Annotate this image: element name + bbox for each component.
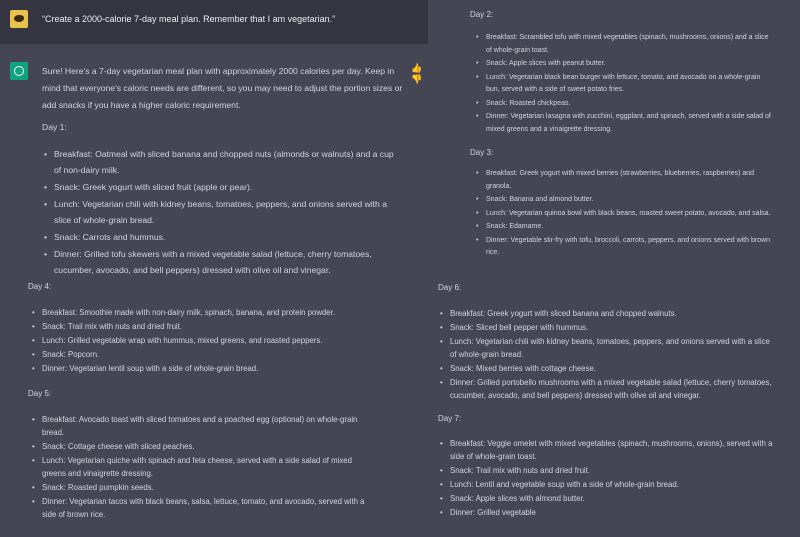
day7-list bbox=[438, 437, 778, 520]
right-panel-bottom bbox=[428, 270, 800, 537]
list-item: • Lunch: Lentil and vegetable soup with a side of whole-grain bread. bbox=[438, 478, 778, 491]
list-item: • Snack: Trail mix with nuts and dried fruit. bbox=[438, 464, 778, 477]
list-item: • Snack: Apple slices with peanut butter. bbox=[474, 58, 774, 71]
list-item: • Snack: Apple slices with almond butter. bbox=[438, 492, 778, 505]
list-item: • Snack: Banana and almond butter. bbox=[474, 194, 774, 207]
list-item: • Dinner: Vegetarian lasagna with zucchini, eggplant, and spinach, served with a side salad of mixed greens and a vinaigrette dressing. bbox=[474, 111, 774, 136]
list-item: • Lunch: Vegetarian black bean burger with lettuce, tomato, and avocado on a whole-grain bun, served with a side of sweet potato fries. bbox=[474, 72, 774, 97]
list-item: • Lunch: Vegetarian quinoa bowl with black beans, roasted sweet potato, avocado, and salsa. bbox=[474, 208, 774, 221]
list-item: • Snack: Mixed berries with cottage cheese. bbox=[438, 362, 778, 375]
list-item: • Breakfast: Oatmeal with sliced banana and chopped nuts (almonds or walnuts) and a cup of non-dairy milk. bbox=[42, 146, 402, 178]
day6-list bbox=[438, 307, 778, 403]
assistant-intro: Sure! Here's a 7-day vegetarian meal plan with approximately 2000 calories per day. Keep in mind that everyone's caloric needs are different, so you may need to adjust the portion sizes or add snacks if you have a higher caloric requirement. bbox=[42, 66, 403, 110]
list-item: • Dinner: Vegetarian tacos with black beans, salsa, lettuce, tomato, and avocado, served with a side of brown rice. bbox=[30, 495, 370, 521]
list-item: • Lunch: Vegetarian quiche with spinach and feta cheese, served with a side salad of mixed greens and vinaigrette dressing. bbox=[30, 454, 370, 480]
day-heading: Day 2: bbox=[470, 10, 494, 19]
thumbs-down-icon[interactable]: 👎 bbox=[411, 74, 423, 84]
list-item: • Dinner: Grilled tofu skewers with a mixed vegetable salad (lettuce, cherry tomatoes, cucumber, avocado, and bell peppers) dressed with olive oil and vinegar. bbox=[42, 246, 402, 278]
list-item: • Lunch: Grilled vegetable wrap with hummus, mixed greens, and roasted peppers. bbox=[30, 334, 370, 347]
list-item: • Dinner: Grilled vegetable bbox=[438, 506, 778, 519]
day-heading: Day 7: bbox=[438, 414, 462, 423]
list-item: • Dinner: Vegetarian lentil soup with a side of whole-grain bread. bbox=[30, 362, 370, 375]
right-panel-top bbox=[438, 0, 800, 270]
list-item: • Breakfast: Greek yogurt with sliced banana and chopped walnuts. bbox=[438, 307, 778, 320]
day2-list bbox=[474, 32, 774, 137]
day-heading: Day 1: bbox=[42, 122, 67, 132]
day4-list bbox=[30, 306, 370, 376]
day-heading: Day 5: bbox=[28, 389, 52, 398]
list-item: • Breakfast: Greek yogurt with mixed berries (strawberries, blueberries, raspberries) and granola. bbox=[474, 168, 774, 193]
list-item: • Snack: Edamame. bbox=[474, 221, 774, 234]
list-item: • Breakfast: Smoothie made with non-dairy milk, spinach, banana, and protein powder. bbox=[30, 306, 370, 319]
thumbs-up-icon[interactable]: 👍 bbox=[411, 63, 423, 73]
user-avatar bbox=[10, 10, 28, 28]
list-item: • Lunch: Vegetarian chili with kidney beans, tomatoes, peppers, and onions served with a slice of whole-grain bread. bbox=[42, 196, 402, 228]
day1-list bbox=[42, 146, 402, 279]
user-message bbox=[0, 0, 428, 44]
list-item: • Snack: Greek yogurt with sliced fruit (apple or pear). bbox=[42, 179, 402, 195]
list-item: • Snack: Roasted pumpkin seeds. bbox=[30, 481, 370, 494]
list-item: • Dinner: Grilled portobello mushrooms with a mixed vegetable salad (lettuce, cherry tomatoes, cucumber, avocado, and bell peppers) dressed with olive oil and vinegar. bbox=[438, 376, 778, 402]
day-heading: Day 6: bbox=[438, 283, 462, 292]
feedback-icons bbox=[411, 63, 428, 85]
day-heading: Day 4: bbox=[28, 282, 52, 291]
lower-left-panel bbox=[0, 276, 428, 537]
day-heading: Day 3: bbox=[470, 148, 494, 157]
list-item: • Snack: Trail mix with nuts and dried fruit. bbox=[30, 320, 370, 333]
list-item: • Lunch: Vegetarian chili with kidney beans, tomatoes, peppers, and onions served with a slice of whole-grain bread. bbox=[438, 335, 778, 361]
list-item: • Dinner: Vegetable stir-fry with tofu, broccoli, carrots, peppers, and onions served with brown rice. bbox=[474, 235, 774, 260]
list-item: • Breakfast: Veggie omelet with mixed vegetables (spinach, mushrooms, onions), served with a side of whole-grain toast. bbox=[438, 437, 778, 463]
day5-list bbox=[30, 413, 370, 522]
list-item: • Snack: Carrots and hummus. bbox=[42, 229, 402, 245]
list-item: • Snack: Popcorn. bbox=[30, 348, 370, 361]
day3-list bbox=[474, 168, 774, 261]
list-item: • Snack: Cottage cheese with sliced peaches. bbox=[30, 440, 370, 453]
list-item: • Breakfast: Avocado toast with sliced tomatoes and a poached egg (optional) on whole-grain bread. bbox=[30, 413, 370, 439]
assistant-avatar bbox=[10, 62, 28, 80]
list-item: • Breakfast: Scrambled tofu with mixed vegetables (spinach, mushrooms, onions) and a slice of whole-grain toast. bbox=[474, 32, 774, 57]
user-prompt-text: “Create a 2000-calorie 7-day meal plan. Remember that I am vegetarian.” bbox=[42, 14, 336, 24]
list-item: • Snack: Sliced bell pepper with hummus. bbox=[438, 321, 778, 334]
list-item: • Snack: Roasted chickpeas. bbox=[474, 98, 774, 111]
